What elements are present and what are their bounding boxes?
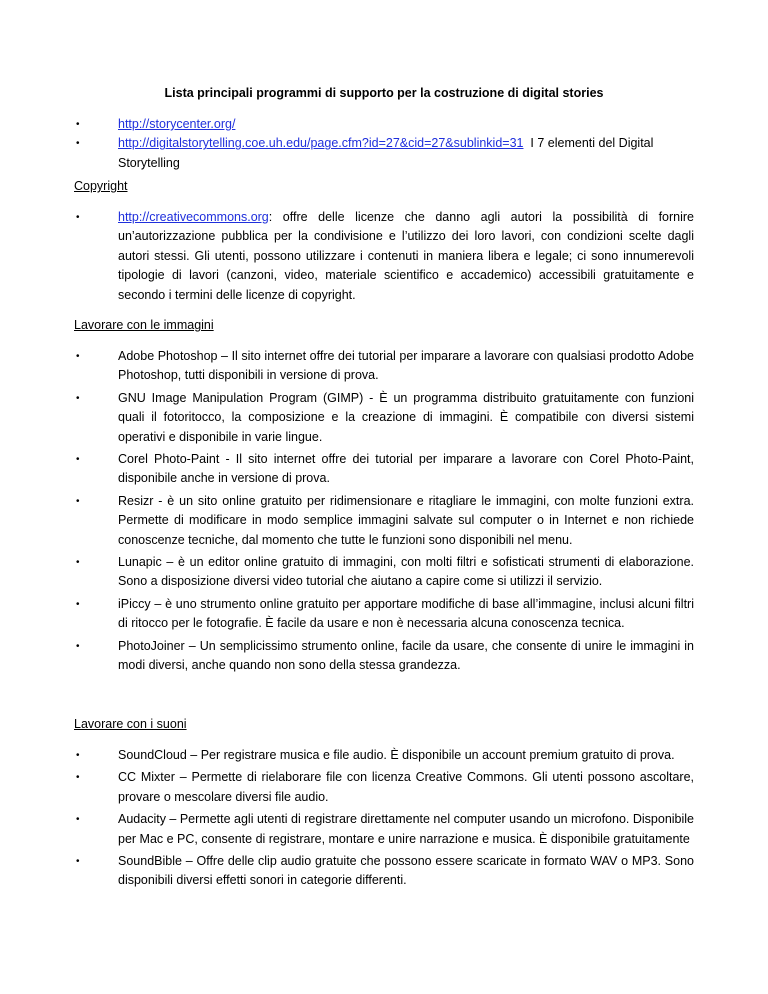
storycenter-link[interactable]: http://storycenter.org/ — [118, 117, 236, 131]
list-item — [76, 852, 694, 891]
bullet-icon: • — [76, 557, 80, 569]
item-ccmixter: CC Mixter – Permette di rielaborare file con licenza Creative Commons. Gli utenti possono ascoltare, provare o mescolare diversi file audio. — [118, 770, 694, 804]
list-item — [76, 347, 694, 386]
item-lunapic: Lunapic – è un editor online gratuito di immagini, con molti filtri e sofisticati strumenti di elaborazione. Sono a disposizione diversi video tutorial che aiutano a capire come si utilizzi il servizio. — [118, 555, 694, 589]
creativecommons-description: : offre delle licenze che danno agli autori la possibilità di fornire un’autorizzazione pubblica per la condivisione e l’utilizzo dei loro lavori, con condizioni scelte dagli autori stessi. Gli utenti, possono utilizzare i contenuti in maniera libera e legale; ci sono innumerevoli tipologie di lavori (canzoni, video, materiale scientifico e accademico) accessibili gratuitamente e secondo i termini delle licenze di copyright. — [118, 210, 694, 302]
bullet-icon: • — [76, 598, 80, 610]
bullet-icon: • — [76, 138, 80, 150]
creativecommons-link[interactable]: http://creativecommons.org — [118, 210, 269, 224]
document-title: Lista principali programmi di supporto per la costruzione di digital stories — [164, 86, 604, 100]
list-item — [76, 768, 694, 807]
list-item — [76, 389, 694, 447]
list-item — [76, 134, 694, 173]
bullet-icon: • — [76, 856, 80, 868]
item-photojoiner: PhotoJoiner – Un semplicissimo strumento online, facile da usare, che consente di unire le immagini in modi diversi, anche quando non sono della stessa grandezza. — [118, 638, 694, 673]
section-heading-suoni: Lavorare con i suoni — [74, 717, 187, 731]
item-audacity: Audacity – Permette agli utenti di registrare direttamente nel computer usando un microfono. Disponibile per Mac e PC, consente di registrare, montare e unire narrazione e musica. È disponibile gratuitamente — [118, 812, 695, 846]
copyright-list — [76, 208, 694, 305]
suoni-list — [76, 746, 694, 891]
list-item — [76, 810, 694, 849]
item-corel: Corel Photo-Paint - Il sito internet offre dei tutorial per imparare a lavorare con Corel Photo-Paint, disponibile anche in versione di prova. — [118, 452, 694, 486]
list-item — [76, 450, 694, 489]
item-soundbible: SoundBible – Offre delle clip audio gratuite che possono essere scaricate in formato WAV o MP3. Sono disponibili diversi effetti sonori in categorie differenti. — [118, 854, 694, 888]
list-item — [76, 553, 694, 592]
bullet-icon: • — [76, 495, 80, 507]
bullet-icon: • — [76, 814, 80, 826]
item-ipiccy: iPiccy – è uno strumento online gratuito per apportare modifiche di base all’immagine, inclusi alcuni filtri di ritocco per le fotografie. È facile da usare e non è necessaria alcuna conoscenza tecnica. — [118, 596, 694, 631]
item-soundcloud: SoundCloud – Per registrare musica e file audio. È disponibile un account premium gratuito di prova. — [118, 748, 675, 762]
item-resizr: Resizr - è un sito online gratuito per ridimensionare e ritagliare le immagini, con molte funzioni extra. Permette di modificare in modo semplice immagini salvate sul computer o in Internet e non richiede conoscenze tecniche, dal momento che tutte le funzioni sono disponibili nel menu. — [118, 493, 694, 547]
immagini-list — [76, 347, 694, 676]
bullet-icon: • — [76, 454, 80, 466]
list-item — [76, 492, 694, 550]
item-photoshop: Adobe Photoshop – Il sito internet offre dei tutorial per imparare a lavorare con qualsiasi prodotto Adobe Photoshop, tutti disponibili in versione di prova. — [118, 349, 694, 383]
section-heading-copyright: Copyright — [74, 179, 128, 193]
list-item — [76, 637, 694, 676]
list-item — [76, 746, 694, 765]
bullet-icon: • — [76, 772, 80, 784]
bullet-icon: • — [76, 351, 80, 362]
list-item — [76, 115, 694, 134]
digitalstorytelling-description: I 7 elementi del Digital Storytelling — [118, 136, 657, 170]
bullet-icon: • — [76, 640, 80, 652]
section-heading-immagini: Lavorare con le immagini — [74, 318, 214, 332]
list-item — [76, 208, 694, 305]
intro-links-list — [76, 115, 694, 173]
bullet-icon: • — [76, 392, 80, 404]
bullet-icon: • — [76, 119, 80, 130]
bullet-icon: • — [76, 212, 80, 223]
bullet-icon: • — [76, 750, 80, 761]
digitalstorytelling-link[interactable]: http://digitalstorytelling.coe.uh.edu/page.cfm?id=27&cid=27&sublinkid=31 — [118, 136, 524, 151]
item-gimp: GNU Image Manipulation Program (GIMP) - È un programma distribuito gratuitamente con funzioni quali il fotoritocco, la composizione e la creazione di immagini. È compatibile con diversi sistemi operativi e disponibile in varie lingue. — [118, 390, 694, 444]
list-item — [76, 595, 694, 634]
